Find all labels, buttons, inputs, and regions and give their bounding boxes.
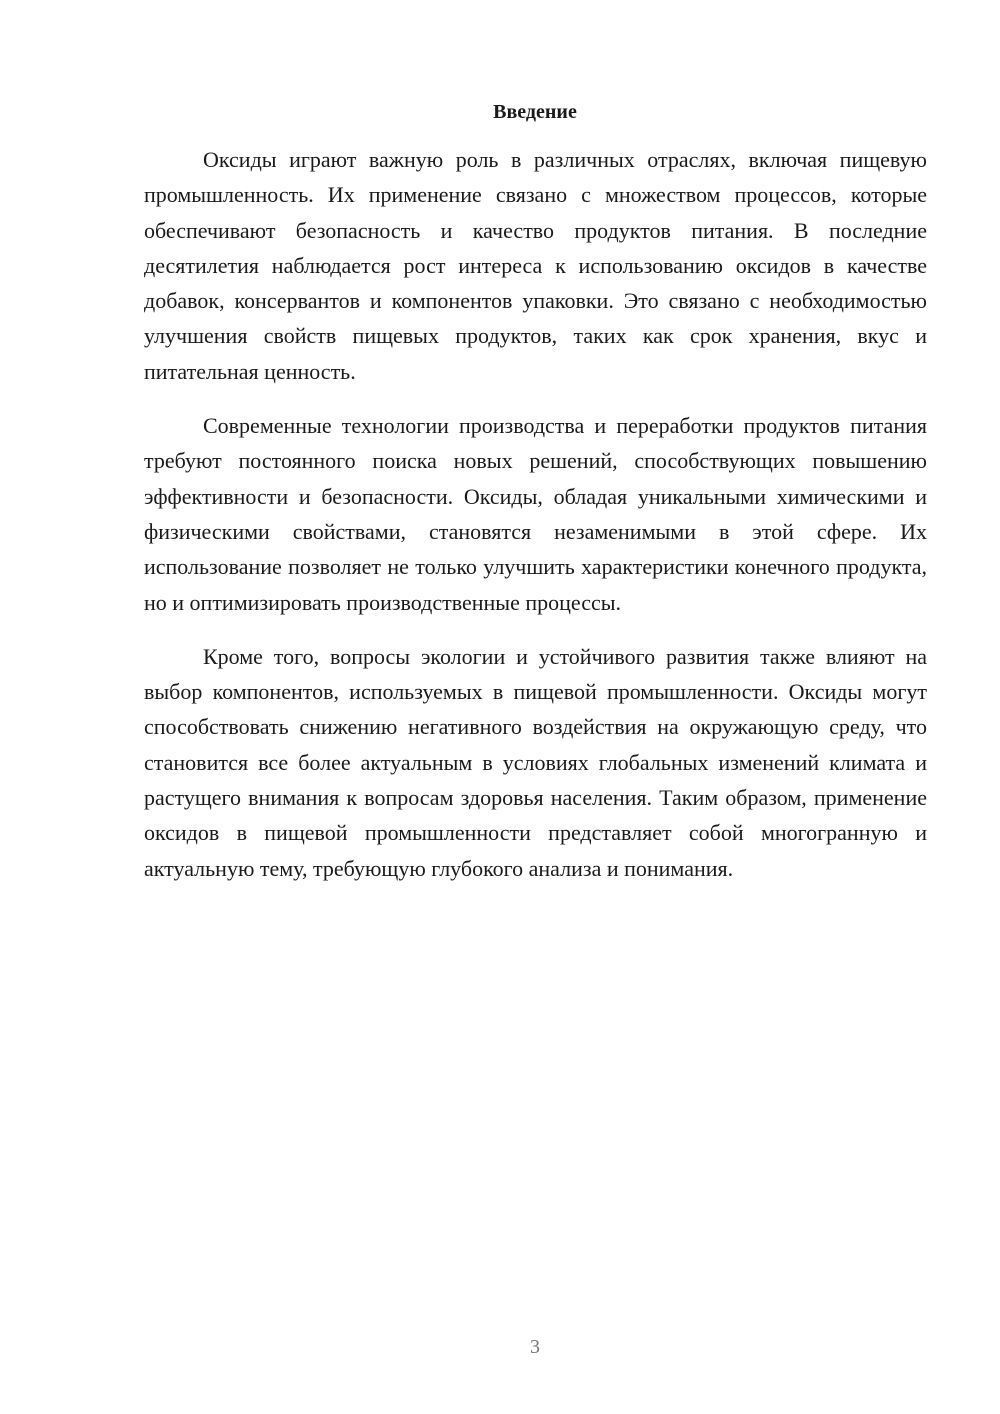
paragraph-3: Кроме того, вопросы экологии и устойчивого развития также влияют на выбор компонентов, используемых в пищевой промышленности. Оксиды могут способствовать снижению негативного воздействия на окружающую среду, что становится все более актуальным в условиях глобальных изменений климата и растущего внимания к вопросам здоровья населения. Таким образом, применение оксидов в пищевой промышленности представляет собой многогранную и актуальную тему, требующую глубокого анализа и понимания. — [144, 643, 927, 881]
body-text — [144, 142, 927, 905]
paragraph-1: Оксиды играют важную роль в различных отраслях, включая пищевую промышленность. Их применение связано с множеством процессов, которые обеспечивают безопасность и качество продуктов питания. В последние десятилетия наблюдается рост интереса к использованию оксидов в качестве добавок, консервантов и компонентов упаковки. Это связано с необходимостью улучшения свойств пищевых продуктов, таких как срок хранения, вкус и питательная ценность. — [144, 147, 927, 384]
paragraph-2: Современные технологии производства и переработки продуктов питания требуют постоянного поиска новых решений, способствующих повышению эффективности и безопасности. Оксиды, обладая уникальными химическими и физическими свойствами, становятся незаменимыми в этой сфере. Их использование позволяет не только улучшить характеристики конечного продукта, но и оптимизировать производственные процессы. — [144, 413, 927, 615]
page-number: 3 — [530, 1336, 540, 1358]
section-heading: Введение — [493, 101, 577, 123]
